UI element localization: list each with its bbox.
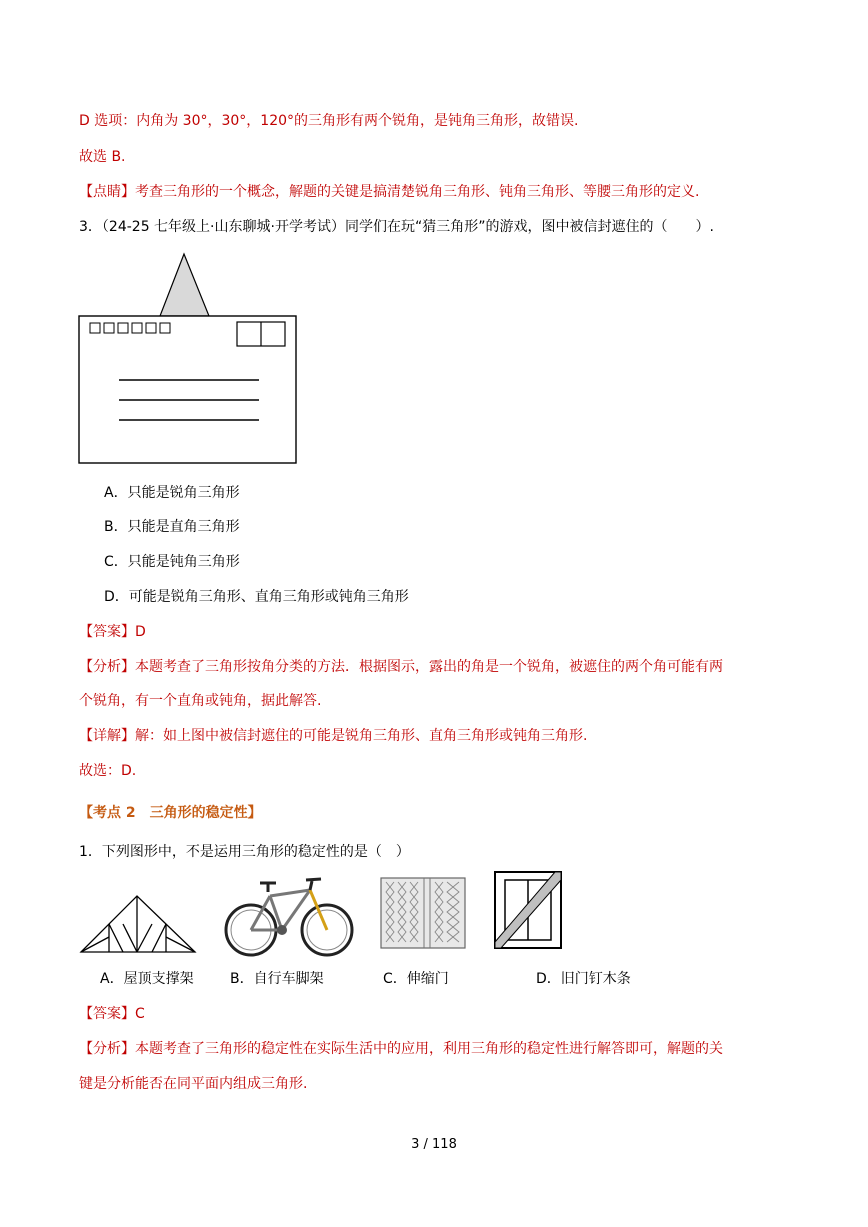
q3-detail-text: 解：如上图中被信封遮住的可能是锐角三角形、直角三角形或钝角三角形.	[135, 728, 588, 744]
folding-gate-figure	[380, 876, 468, 950]
old-door-figure	[493, 870, 565, 952]
q1-answer-value: C	[135, 1006, 145, 1022]
q3-option-c: C．只能是钝角三角形	[104, 554, 240, 570]
q3-text: 同学们在玩“猜三角形”的游戏，图中被信封遮住的（ ）.	[344, 219, 714, 235]
q1-answer	[79, 1005, 145, 1023]
dianjing-tag: 【点睛】	[79, 184, 135, 200]
q3-option-a: A．只能是锐角三角形	[104, 485, 240, 501]
q3-source: （24-25 七年级上·山东聊城·开学考试）	[101, 219, 345, 235]
q3-answer	[79, 623, 146, 641]
envelope-figure	[76, 250, 301, 468]
q1-option-d: D．旧门钉木条	[536, 971, 631, 987]
q3-number: 3．	[79, 219, 102, 235]
q3-analysis-tag: 【分析】	[79, 659, 135, 675]
q1-analysis-text-1: 本题考查了三角形的稳定性在实际生活中的应用，利用三角形的稳定性进行解答即可，解题的关	[135, 1041, 723, 1057]
q1-stem: 1．下列图形中，不是运用三角形的稳定性的是（ ）	[79, 844, 410, 860]
q1-option-a: A．屋顶支撑架	[100, 971, 194, 987]
q3-option-d: D．可能是锐角三角形、直角三角形或钝角三角形	[104, 589, 409, 605]
roof-truss-figure	[79, 892, 199, 956]
q1-analysis-2: 键是分析能否在同平面内组成三角形.	[79, 1076, 308, 1092]
q1-analysis-tag: 【分析】	[79, 1041, 135, 1057]
q3-detail-tag: 【详解】	[79, 728, 135, 744]
q3-answer-tag: 【答案】	[79, 624, 135, 640]
envelope-body	[79, 316, 296, 463]
triangle-peak	[160, 254, 209, 316]
d-option-line: D 选项：内角为 30°，30°，120°的三角形有两个锐角，是钝角三角形，故错误.	[79, 113, 579, 129]
q3-analysis-1	[79, 658, 723, 676]
dianjing-line	[79, 183, 699, 201]
q3-option-b: B．只能是直角三角形	[104, 519, 240, 535]
q1-option-c: C．伸缩门	[383, 971, 449, 987]
section-heading: 【考点 2 三角形的稳定性】	[79, 805, 262, 821]
q3-analysis-2: 个锐角，有一个直角或钝角，据此解答.	[79, 693, 322, 709]
page-number: 3 / 118	[411, 1137, 457, 1152]
dianjing-text: 考查三角形的一个概念，解题的关键是搞清楚锐角三角形、钝角三角形、等腰三角形的定义.	[135, 184, 700, 200]
q3-answer-value: D	[135, 624, 146, 640]
q3-analysis-text-1: 本题考查了三角形按角分类的方法．根据图示，露出的角是一个锐角，被遮住的两个角可能有两	[135, 659, 723, 675]
q3-detail	[79, 727, 587, 745]
q1-answer-tag: 【答案】	[79, 1006, 135, 1022]
q1-analysis-1	[79, 1040, 723, 1058]
q1-option-b: B．自行车脚架	[230, 971, 324, 987]
q3-stem	[79, 218, 714, 236]
bicycle-figure	[222, 876, 357, 958]
q3-choose: 故选：D.	[79, 763, 137, 779]
choose-b-line: 故选 B.	[79, 149, 126, 165]
